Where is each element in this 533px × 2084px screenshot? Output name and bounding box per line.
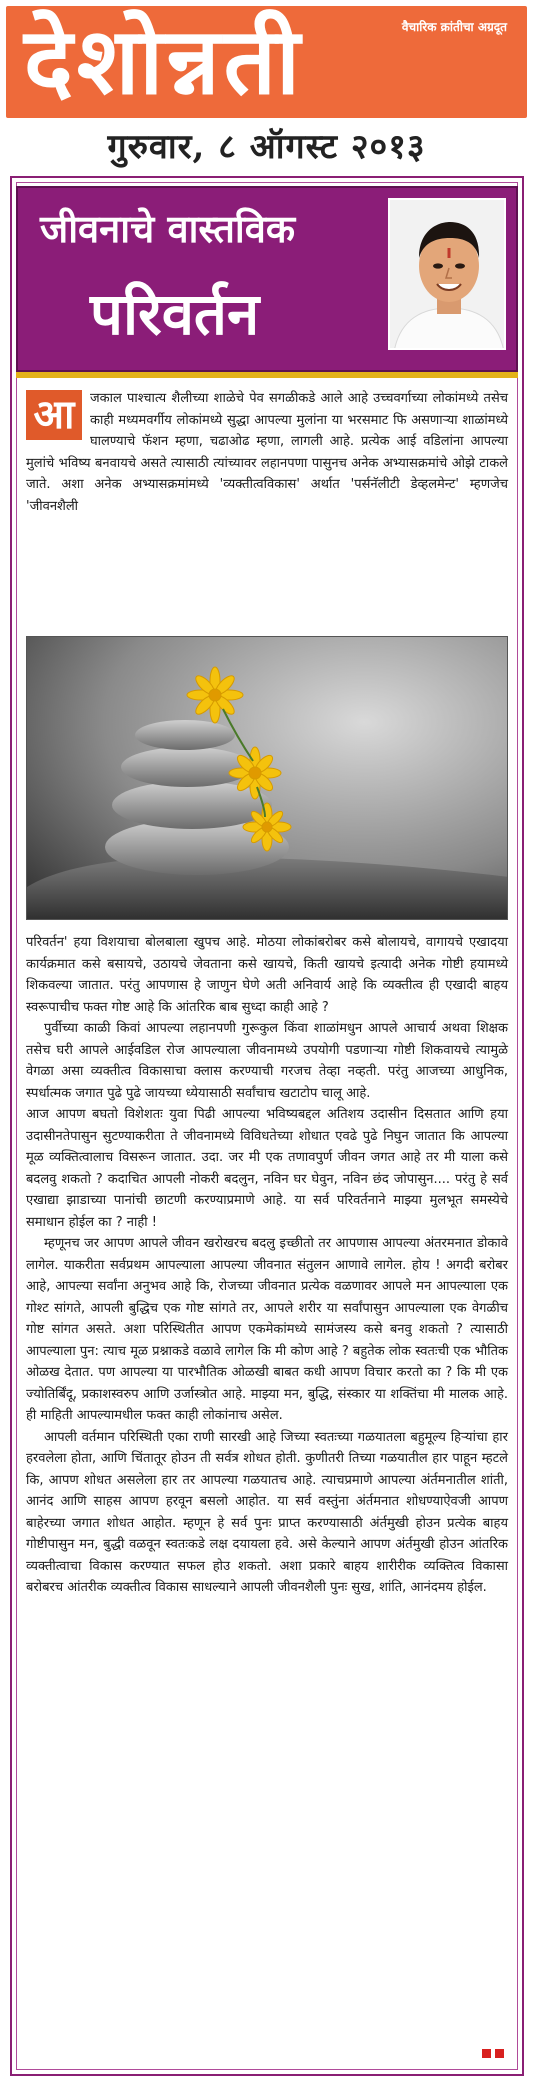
- intro-paragraph: जकाल पाश्चात्य शैलीच्या शाळेचे पेव सगळीकडे आले आहे उच्चवर्गाच्या लोकांमध्ये तसेच काही मध्यमवर्गीय लोकांमध्ये सुद्धा आपल्या मुलांना या भरसमाट फि असणाऱ्या शाळांमध्ये घालण्याचे फॅशन म्हणा, चढाओढ म्हणा, लागली आहे. प्रत्येक आई वडिलांना आपल्या मुलांचे भविष्य बनवायचे असते त्यासाठी त्यांच्यावर लहानपणा पासुनच अनेक अभ्यासक्रमांचे ओझे टाकले जाते. अशा अनेक अभ्यासक्रमांमध्ये 'व्यक्तीत्वविकास' अर्थात 'पर्सनॅलीटी डेव्हलमेन्ट' म्हणजेच 'जीवनशैली: [26, 391, 508, 514]
- article-paragraph-4: म्हणूनच जर आपण आपले जीवन खरोखरच बदलु इच्छीतो तर आपणास आपल्या अंतरमनात डोकावे लागेल. याकरीता सर्वप्रथम आपल्याला आपल्या जीवनात संतुलन आणावे लागेल. होय ! अगदी बरोबर आहे, आपल्या सर्वांना अनुभव आहे कि, रोजच्या जीवनात प्रत्येक वळणावर आपले मन आपल्याला एक गोश्ट सांगते, आपली बुद्धिच एक गोष्ट सांगते तर, आपले शरीर या सर्वांपासुन आपल्याला एक वेगळीच गोष्ट सांगत असते. अशा परिस्थितीत आपण एकमेकांमध्ये सामंजस्य कसे बनवु शकतो ? त्यासाठी आपल्याला पुन: त्याच मूळ प्रश्नाकडे वळावे लागेल कि मी कोण आहे ? बहुतेक लोक स्वतःची एक भौतिक ओळख देतात. पण आपल्या या पारभौतिक ओळखी बाबत कधी आपण विचार करतो का ? कि मी एक ज्योतिर्बिंदू, प्रकाशस्वरुप आणि उर्जास्त्रोत आहे. माझ्या मन, बुद्धि, संस्कार या शक्तिंचा मी मालक आहे. ही माहिती आपल्यामधील फक्त काही लोकांनाच असेल.: [26, 1236, 508, 1423]
- author-portrait-illustration: [390, 200, 506, 350]
- newspaper-logo: देशोन्नती: [24, 8, 304, 115]
- article-paragraph-1: परिवर्तन' हया विशयाचा बोलबाला खुपच आहे. मोठया लोकांबरोबर कसे बोलायचे, वागायचे एखादया कार्यक्रमात कसे बसायचे, उठायचे जेवताना कसे खायचे, किती खायचे इत्यादी अनेक गोष्टी हयामध्ये शिकवल्या जातात. परंतु आपणास हे जाणुन घेणे अती अनिवार्य आहे कि व्यक्तीत्व ही एखादी बाहय स्वरूपाचीच फक्त गोष्ट आहे कि आंतरिक बाब सुध्दा काही आहे ?: [26, 935, 508, 1015]
- headline-line-1: जीवनाचे वास्तविक: [40, 207, 296, 251]
- author-photo: [388, 198, 506, 350]
- headline-line-2: परिवर्तन: [90, 280, 260, 348]
- end-mark-square-2: [495, 2049, 504, 2058]
- stones-and-flowers-illustration: [27, 637, 508, 920]
- masthead-logo-band: [6, 6, 527, 118]
- masthead: [0, 0, 533, 167]
- zen-stones-photo: [26, 636, 508, 920]
- newspaper-tagline: वैचारिक क्रांतीचा अग्रदूत: [401, 20, 507, 34]
- article-paragraph-2: पुर्वीच्या काळी किवां आपल्या लहानपणी गुरूकुल किंवा शाळांमधुन आपले आचार्य अथवा शिक्षक तसेच घरी आपले आईवडिल रोज आपल्याला जीवनामध्ये उपयोगी पडणाऱ्या गोष्टी शिकवायचे त्यामुळे वेगळा असा व्यक्तीत्व विकासाचा क्लास करण्याची गरजच तेव्हा नव्हती. परंतु आजच्या आधुनिक, स्पर्धात्मक जगात पुढे पुढे जायच्या ध्येयासाठी सर्वांचाच खटाटोप चालू आहे.: [26, 1021, 508, 1101]
- article-paragraph-5: आपली वर्तमान परिस्थिती एका राणी सारखी आहे जिच्या स्वतःच्या गळयातला बहुमूल्य हिऱ्यांचा हार हरवलेला होता, आणि चिंतातूर होउन ती सर्वत्र शोधत होती. कुणीतरी तिच्या गळयातील हार पाहून म्हटले कि, आपण शोधत असलेला हार तर आपल्या गळयातच आहे. त्याचप्रमाणे आपल्या अंर्तमनातील शांती, आनंद आणि साहस आपण हरवून बसलो आहोत. या सर्व वस्तुंना अंर्तमनात शोधण्याऐवजी आपण बाहेरच्या जगात शोधत आहोत. म्हणून हे सर्व पुनः प्राप्त करण्यासाठी अंर्तमुखी होउन प्रत्येक बाहय गोष्टीपासुन मन, बुद्धी वळवून स्वतःकडे लक्ष दयायला हवे. असे केल्याने आपण अंर्तमुखी होउन आंतरिक व्यक्तीत्वाचा विकास करण्यात सफल होउ शकतो. अशा प्रकारे बाहय शारीरीक व्यक्तित्व विकासा बरोबरच आंतरीक व्यक्तीत्व विकास साधल्याने आपली जीवनशैली पुनः सुख, शांति, आनंदमय होईल.: [26, 1429, 508, 1595]
- intro-paragraph-block: [26, 388, 508, 517]
- drop-cap: आ: [26, 390, 82, 440]
- article-body-continued: [26, 932, 508, 1599]
- issue-dateline: गुरुवार, ८ ऑगस्ट २०१३: [107, 127, 426, 167]
- headline-gold-rule: [16, 372, 518, 378]
- end-mark-square-1: [482, 2049, 491, 2058]
- article-paragraph-3: आज आपण बघतो विशेशतः युवा पिढी आपल्या भविष्यबद्दल अतिशय उदासीन दिसतात आणि हया उदासीनतेपासुन सुटण्याकरीता ते जीवनामध्ये विविधतेच्या शोधात एवढे पुढे निघुन जातात कि आपल्या मूळ व्यक्तित्वालाच विसरून जातात. उदा. जर मी एक तणावपुर्ण जीवन जगत आहे तर मी याला कसे बदलवु शकतो ? कदाचित आपली नोकरी बदलुन, नविन घर घेवुन, नविन छंद जोपासुन.... परंतु हे सर्व एखाद्या झाडाच्या पानांची छाटणी करण्याप्रमाणे आहे. या सर्व परिवर्तनाने माझ्या मुलभूत समस्येचे समाधान होईल का ? नाही !: [26, 1107, 508, 1230]
